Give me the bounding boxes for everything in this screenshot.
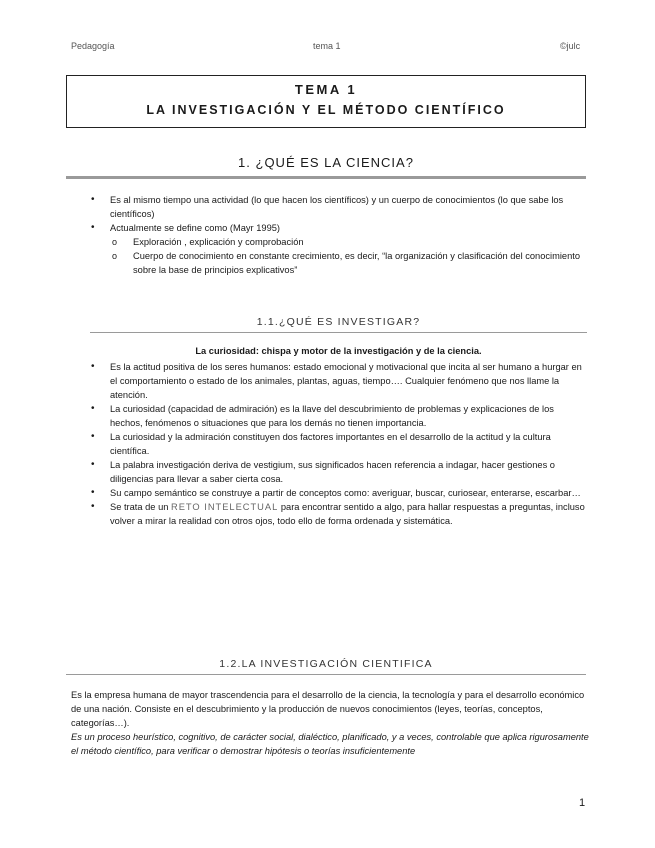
list-item: • La curiosidad (capacidad de admiración) es la llave del descubrimiento de problemas y explicaciones de los hechos, fenómenos o situaciones que para los demás no tienen importancia.	[91, 402, 588, 430]
list-item-text-post: para encontrar sentido a algo, para hallar respuestas a preguntas, incluso volver a mirar la realidad con otros ojos, todo ello de forma ordenada y sistemática.	[110, 502, 585, 526]
section11-heading: 1.1.¿QUÉ ES INVESTIGAR?	[256, 316, 421, 328]
divider	[90, 332, 587, 333]
sub-list-item: o Cuerpo de conocimiento en constante crecimiento, es decir, “la organización y clasificación del conocimiento sobre la base de principios explicativos”	[110, 249, 588, 277]
divider	[66, 674, 586, 675]
list-item: • Es la actitud positiva de los seres humanos: estado emocional y motivacional que incita al ser humano a hurgar en el comportamiento o estado de los animales, plantas, aguas, tiempo…. Cualquier fenómeno que nos llame la atención.	[91, 360, 588, 402]
header-right: ©julc	[560, 41, 581, 51]
sub-list	[110, 235, 588, 277]
title-line2: LA INVESTIGACIÓN Y EL MÉTODO CIENTÍFICO	[146, 103, 506, 117]
section11-list	[91, 360, 588, 528]
list-item	[91, 221, 588, 277]
header-center: tema 1	[313, 41, 341, 51]
list-item: • La palabra investigación deriva de vestigium, sus significados hacen referencia a indagar, hacer gestiones o diligencias para llevar a saber cierta cosa.	[91, 458, 588, 486]
list-item-text: Actualmente se define como (Mayr 1995)	[110, 223, 281, 233]
title-box	[66, 75, 586, 128]
section12-heading: 1.2.LA INVESTIGACIÓN CIENTIFICA	[219, 658, 433, 670]
list-item: • Es al mismo tiempo una actividad (lo que hacen los científicos) y un cuerpo de conocimientos (lo que sabe los científicos)	[91, 193, 588, 221]
paragraph-italic: Es un proceso heurístico, cognitivo, de carácter social, dialéctico, planificado, y a veces, controlable que aplica rigurosamente el método científico, para verificar o demostrar hipótesis o teorías insuficientemente	[71, 732, 589, 756]
section1-list	[91, 193, 588, 277]
header-left: Pedagogía	[71, 41, 115, 51]
sub-list-item: o Exploración , explicación y comprobación	[110, 235, 588, 249]
paragraph-text: Es la empresa humana de mayor trascendencia para el desarrollo de la ciencia, la tecnología y para el desarrollo económico de una nación. Consiste en el descubrimiento y la producción de nuevos conocimientos (leyes, teorías, conceptos, categorías…).	[71, 690, 585, 728]
page-number: 1	[579, 797, 586, 809]
list-item: • Su campo semántico se construye a partir de conceptos como: averiguar, buscar, curiosear, enterarse, escarbar…	[91, 486, 588, 500]
title-line1: TEMA 1	[294, 82, 358, 97]
section12-paragraph	[71, 688, 591, 758]
divider	[66, 176, 586, 179]
reto-intelectual: RETO INTELECTUAL	[171, 502, 279, 512]
list-item	[91, 500, 588, 528]
section1-heading: 1. ¿QUÉ ES LA CIENCIA?	[238, 155, 414, 170]
list-item-text-pre: Se trata de un	[110, 502, 171, 512]
list-item: • La curiosidad y la admiración constituyen dos factores importantes en el desarrollo de la actitud y la cultura científica.	[91, 430, 588, 458]
curiosity-heading: La curiosidad: chispa y motor de la investigación y de la ciencia.	[195, 346, 482, 356]
